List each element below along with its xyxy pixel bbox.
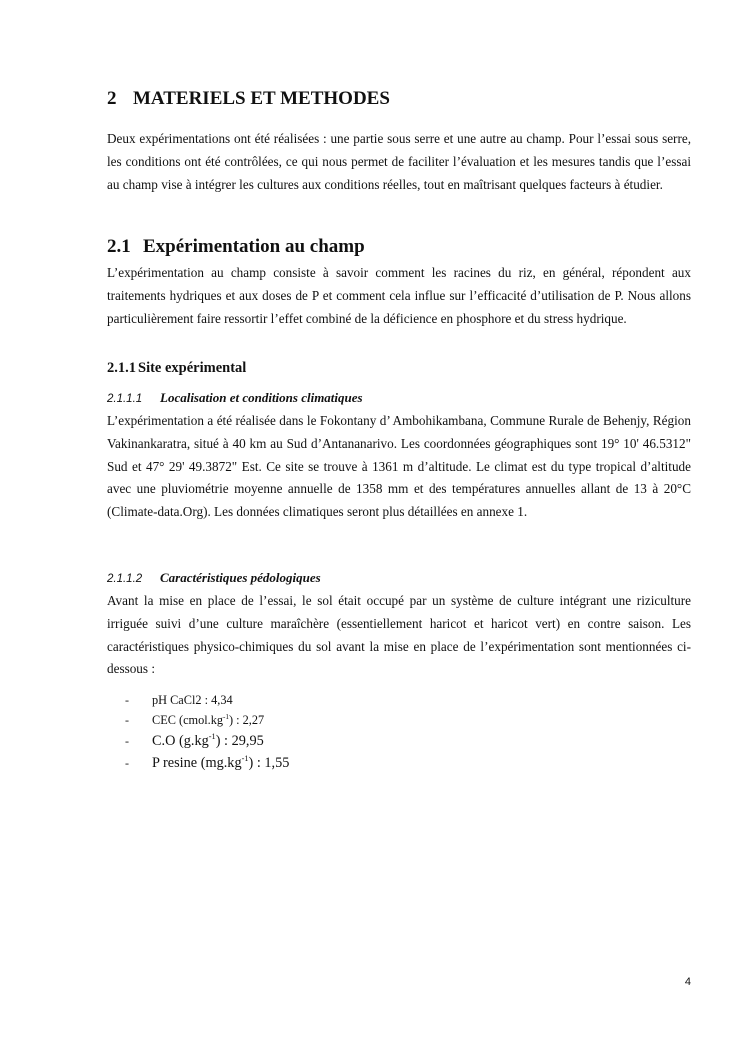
list-item	[125, 730, 289, 752]
subsection-number: 2.1	[107, 236, 131, 257]
subsection-heading	[107, 236, 365, 258]
localisation-number: 2.1.1.1	[107, 393, 143, 405]
co-exponent: -1	[208, 732, 216, 742]
bullet-dash: -	[125, 734, 129, 748]
page-number: 4	[684, 976, 691, 988]
pedologie-heading	[107, 570, 321, 586]
p-label: P resine (mg.kg	[152, 755, 242, 771]
section-title: MATERIELS ET METHODES	[133, 88, 390, 109]
subsubsection-number: 2.1.1	[107, 360, 136, 376]
list-item	[125, 690, 289, 710]
intro-paragraph: Deux expérimentations ont été réalisées : une partie sous serre et une autre au champ. Pour l’essai sous serre, les conditions ont été contrôlées, ce qui nous permet de faciliter l’évaluation et les mesures tandis que l’essai au champ vise à intégrer les cultures aux conditions réelles, tout en maîtrisant quelques facteurs à étudier.	[107, 131, 691, 192]
subsubsection-title: Site expérimental	[138, 360, 247, 376]
subsection-paragraph: L’expérimentation au champ consiste à savoir comment les racines du riz, en général, répondent aux traitements hydriques et aux doses de P et comment cela influe sur l’efficacité d’utilisation de P. Nous allons particulièrement faire ressortir l’effet combiné de la déficience en phosphore et du stress hydrique.	[107, 265, 691, 326]
pedologie-paragraph: Avant la mise en place de l’essai, le sol était occupé par un système de culture intégrant une riziculture irriguée suivi d’une culture maraîchère (essentiellement haricot et haricot vert) en contre saison. Les caractéristiques physico-chimiques du sol avant la mise en place de l’expérimentation sont mentionnées ci-dessous :	[107, 593, 691, 677]
bullet-dash: -	[125, 693, 129, 707]
localisation-heading	[107, 390, 363, 406]
section-number: 2	[107, 88, 117, 109]
list-item	[125, 752, 289, 774]
co-value: ) : 29,95	[215, 733, 264, 749]
p-value: ) : 1,55	[248, 755, 290, 771]
subsection-title: Expérimentation au champ	[143, 236, 365, 257]
p-exponent: -1	[241, 754, 249, 764]
localisation-title: Localisation et conditions climatiques	[160, 390, 363, 405]
bullet-dash: -	[125, 713, 129, 727]
ph-value: pH CaCl2 : 4,34	[152, 693, 233, 707]
cec-label: CEC (cmol.kg	[152, 713, 224, 727]
cec-value: ) : 2,27	[228, 713, 265, 727]
subsubsection-heading	[107, 360, 246, 377]
list-item	[125, 710, 289, 730]
co-label: C.O (g.kg	[152, 733, 209, 749]
bullet-dash: -	[125, 756, 129, 770]
soil-properties-list	[125, 690, 289, 774]
pedologie-title: Caractéristiques pédologiques	[160, 570, 321, 585]
localisation-paragraph: L’expérimentation a été réalisée dans le Fokontany d’ Ambohikambana, Commune Rurale de Behenjy, Région Vakinankaratra, situé à 40 km au Sud d’Antananarivo. Les coordonnées géographiques sont 19° 10' 46.5312" Sud et 47° 29' 49.3872" Est. Ce site se trouve à 1361 m d’altitude. Le climat est du type tropical d’altitude avec une pluviométrie moyenne annuelle de 1358 mm et des températures annuelles allant de 13 à 20°C (Climate-data.Org). Les données climatiques seront plus détaillées en annexe 1.	[107, 413, 691, 520]
section-heading	[107, 88, 390, 110]
cec-exponent: -1	[223, 712, 229, 721]
pedologie-number: 2.1.1.2	[107, 573, 143, 585]
